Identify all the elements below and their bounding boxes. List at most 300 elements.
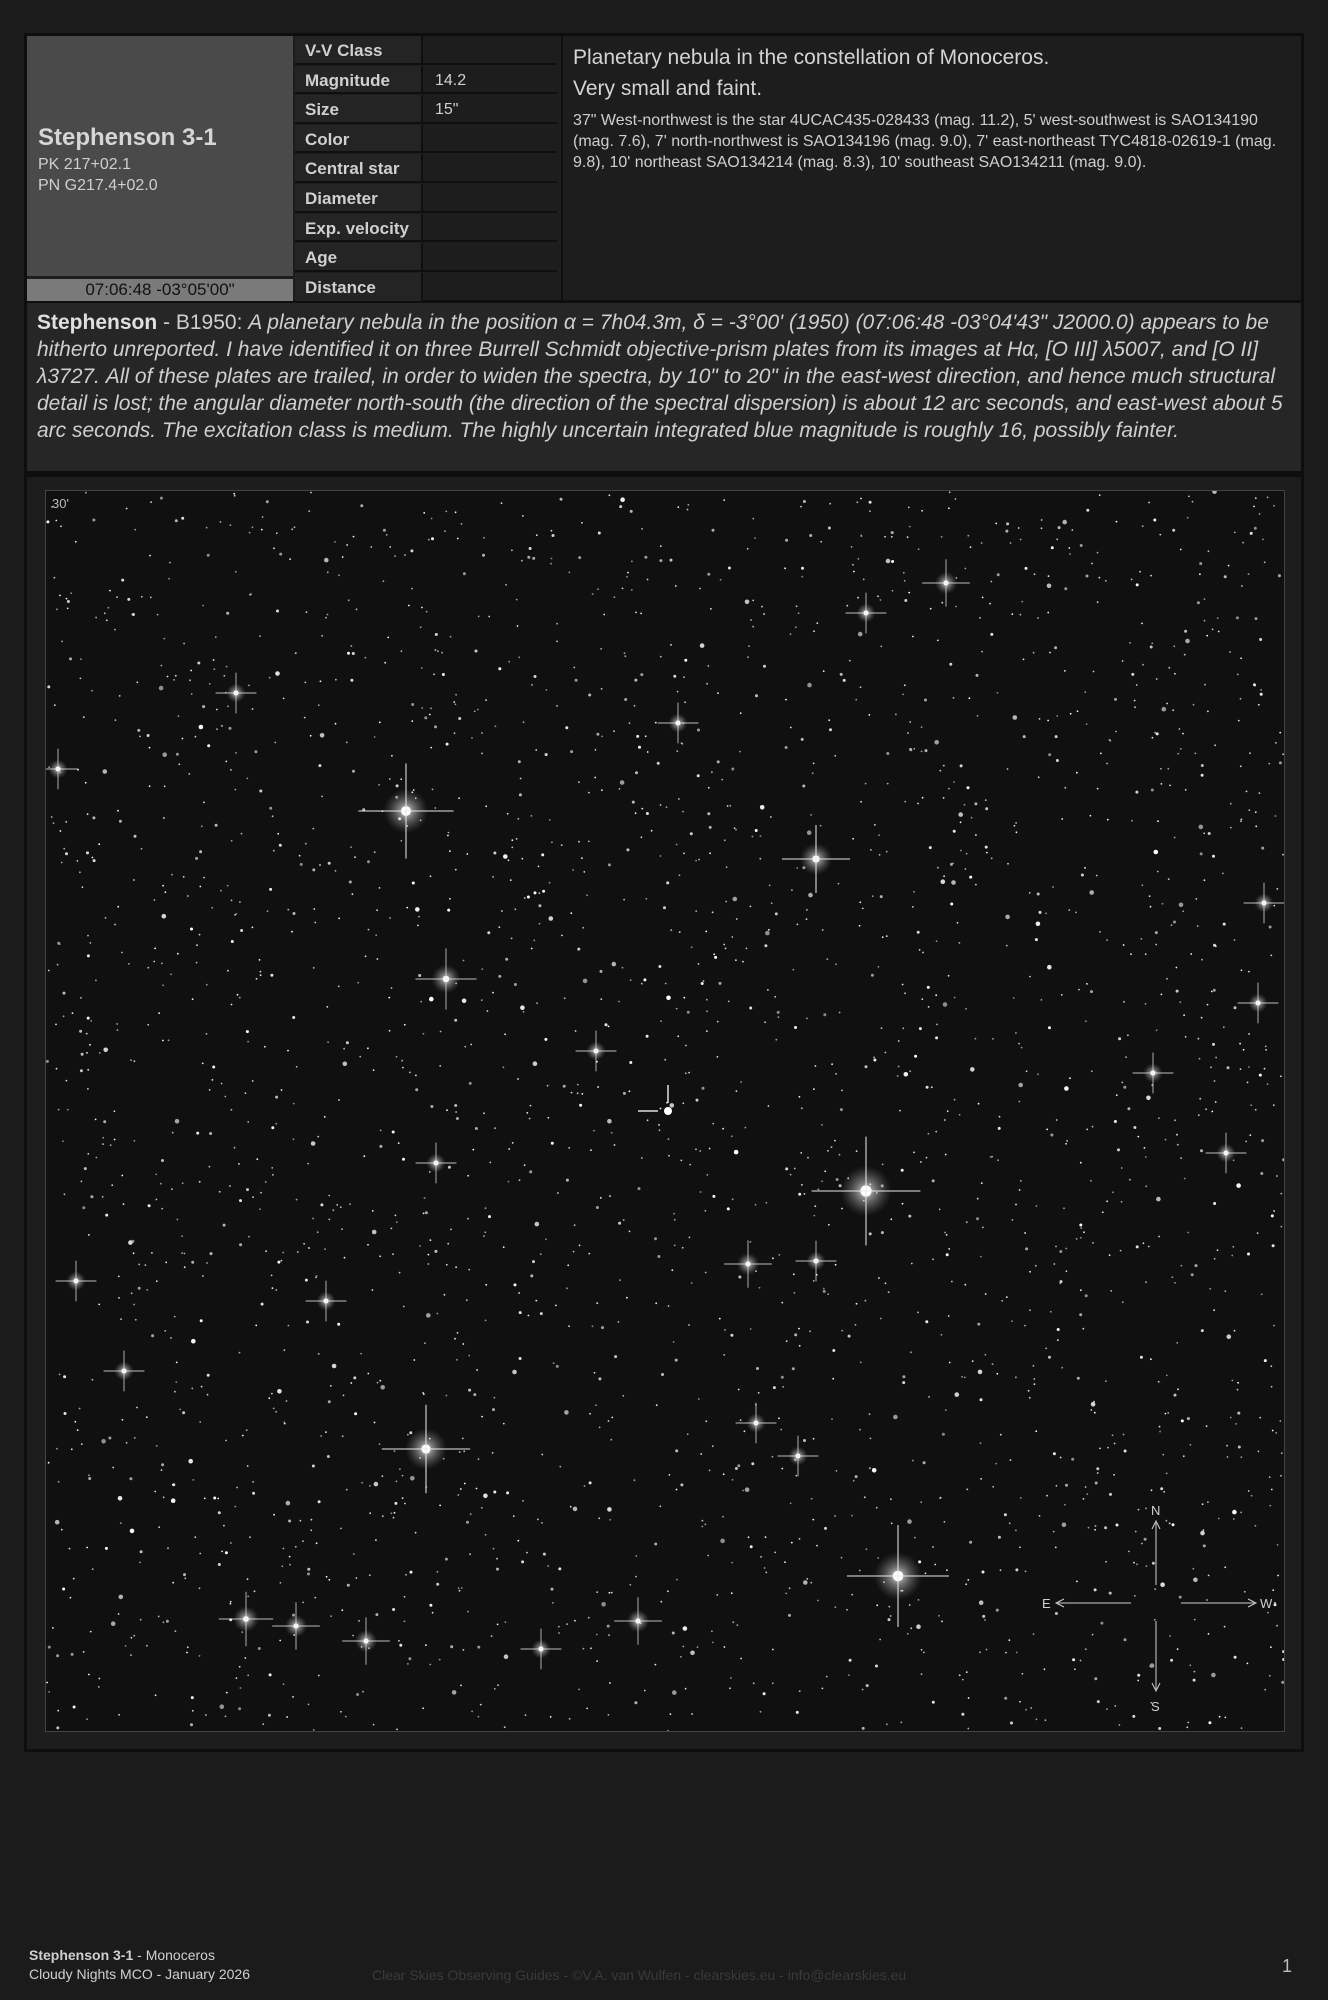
star <box>643 978 646 981</box>
star <box>483 1494 488 1499</box>
star <box>1204 879 1206 881</box>
star <box>820 541 822 543</box>
star <box>240 929 243 932</box>
star <box>1240 1068 1242 1070</box>
star <box>186 1652 188 1654</box>
star <box>886 752 889 755</box>
star <box>466 853 468 855</box>
star <box>936 1024 938 1026</box>
star <box>1136 583 1139 586</box>
star <box>286 1501 291 1506</box>
star <box>660 804 662 806</box>
star <box>1064 1504 1066 1506</box>
star <box>1015 822 1017 824</box>
star <box>1056 538 1058 540</box>
star <box>471 1711 473 1713</box>
star <box>1133 1562 1135 1564</box>
star <box>224 1096 226 1098</box>
star <box>307 1163 309 1165</box>
star <box>1205 1108 1207 1110</box>
star <box>985 799 987 801</box>
star <box>1214 1258 1216 1260</box>
star <box>456 1359 458 1361</box>
star <box>137 729 140 732</box>
star <box>1282 753 1284 755</box>
star <box>619 1279 621 1281</box>
star <box>64 1193 66 1195</box>
star <box>446 1264 448 1266</box>
star <box>338 1099 340 1101</box>
star <box>1249 752 1251 754</box>
star <box>265 1181 267 1183</box>
star <box>508 1181 510 1183</box>
star <box>732 1621 734 1623</box>
star <box>1023 735 1026 738</box>
star <box>87 1088 89 1090</box>
star <box>583 1648 585 1650</box>
star <box>429 997 434 1002</box>
star <box>456 1117 459 1120</box>
star <box>80 678 82 680</box>
star <box>302 1602 304 1604</box>
star <box>85 492 87 494</box>
star <box>1123 1086 1126 1089</box>
star <box>453 701 455 703</box>
star <box>659 1129 661 1131</box>
star <box>374 1482 379 1487</box>
star <box>191 1696 194 1699</box>
star <box>369 1512 371 1514</box>
star <box>1146 1096 1151 1101</box>
star <box>130 1059 132 1061</box>
star <box>347 1584 350 1587</box>
star <box>1063 1207 1065 1209</box>
star <box>832 1378 834 1380</box>
star <box>209 1132 212 1135</box>
star <box>813 1215 815 1217</box>
star <box>99 1678 101 1680</box>
star <box>634 1701 637 1704</box>
star <box>611 1132 613 1134</box>
star <box>259 790 262 793</box>
star <box>1211 1111 1213 1113</box>
star <box>848 1335 851 1338</box>
star <box>167 1547 169 1549</box>
star <box>1246 791 1248 793</box>
star <box>1215 1057 1217 1059</box>
star <box>174 1316 176 1318</box>
star <box>151 1334 154 1337</box>
star <box>657 1255 660 1258</box>
star <box>431 518 433 520</box>
star <box>677 1035 679 1037</box>
star <box>310 492 312 494</box>
star <box>58 1109 60 1111</box>
star <box>1180 549 1182 551</box>
page-number: 1 <box>1282 1956 1293 1976</box>
star <box>1083 1231 1085 1233</box>
star <box>470 1044 472 1046</box>
star <box>1133 1126 1136 1129</box>
star <box>73 1706 76 1709</box>
star <box>335 679 337 681</box>
star <box>1249 1134 1251 1136</box>
star <box>1029 892 1031 894</box>
star <box>1186 1726 1188 1728</box>
star <box>204 1498 206 1500</box>
star <box>240 1687 242 1689</box>
star <box>559 1466 561 1468</box>
star <box>352 1635 354 1637</box>
star <box>765 931 770 936</box>
star <box>464 1483 466 1485</box>
star <box>88 1477 91 1480</box>
star <box>268 1397 270 1399</box>
star <box>116 596 118 598</box>
star <box>764 1567 766 1569</box>
star <box>504 1654 509 1659</box>
star <box>1202 1503 1204 1505</box>
star <box>448 832 450 834</box>
star <box>442 673 445 676</box>
star <box>320 733 325 738</box>
star <box>1039 718 1041 720</box>
star <box>790 1174 792 1176</box>
star <box>351 645 353 647</box>
star <box>468 1269 470 1271</box>
star <box>1105 1561 1107 1563</box>
star <box>283 698 285 700</box>
star <box>445 1558 448 1561</box>
star <box>133 879 135 881</box>
star <box>1135 1531 1137 1533</box>
star <box>772 1456 774 1458</box>
star <box>856 501 858 503</box>
star <box>869 501 872 504</box>
star <box>950 903 953 906</box>
star <box>1134 706 1136 708</box>
star <box>1163 1491 1165 1493</box>
star <box>728 1001 730 1003</box>
star <box>742 961 744 963</box>
star <box>65 852 68 855</box>
star <box>150 597 152 599</box>
star <box>247 1465 249 1467</box>
star <box>798 1193 801 1196</box>
star <box>909 1604 911 1606</box>
star <box>700 1191 702 1193</box>
star <box>524 1164 526 1166</box>
star <box>778 1254 780 1256</box>
star <box>485 1284 487 1286</box>
star <box>1113 1474 1115 1476</box>
star <box>370 546 372 548</box>
star <box>1025 1709 1027 1711</box>
star <box>162 914 167 919</box>
star <box>136 1407 138 1409</box>
star <box>407 1663 409 1665</box>
star <box>168 1039 170 1041</box>
star <box>899 1110 901 1112</box>
star <box>230 1542 232 1544</box>
star <box>744 1430 746 1432</box>
star <box>234 1506 236 1508</box>
star <box>353 1553 355 1555</box>
star <box>560 498 563 501</box>
star <box>1079 1313 1082 1316</box>
star <box>874 824 876 826</box>
star <box>823 1290 826 1293</box>
star <box>207 554 210 557</box>
star <box>1159 534 1161 536</box>
star <box>365 657 367 659</box>
star <box>1061 818 1063 820</box>
star <box>455 694 457 696</box>
star <box>1061 1367 1063 1369</box>
star <box>270 974 273 977</box>
star <box>320 680 322 682</box>
star <box>1159 1426 1161 1428</box>
star <box>271 1393 273 1395</box>
star <box>141 848 143 850</box>
star <box>944 1232 946 1234</box>
star <box>312 1465 315 1468</box>
star <box>948 788 950 790</box>
star <box>934 740 939 745</box>
star <box>570 1506 572 1508</box>
star <box>279 844 282 847</box>
star <box>1022 1673 1024 1675</box>
star <box>902 694 904 696</box>
star <box>441 652 443 654</box>
star <box>829 503 831 505</box>
star <box>981 1182 983 1184</box>
star <box>1131 673 1134 676</box>
star <box>493 1491 496 1494</box>
star <box>561 935 563 937</box>
star <box>293 1138 295 1140</box>
star <box>1008 1639 1010 1641</box>
star <box>918 1560 921 1563</box>
star <box>555 1305 557 1307</box>
star <box>940 1497 942 1499</box>
star <box>410 1571 413 1574</box>
star <box>415 907 420 912</box>
star <box>1030 1707 1032 1709</box>
star <box>1259 1074 1262 1077</box>
star <box>226 1692 228 1694</box>
star <box>519 1357 522 1360</box>
star <box>629 1061 632 1064</box>
star <box>188 773 190 775</box>
star <box>1033 652 1035 654</box>
star <box>877 595 879 597</box>
star <box>1016 831 1018 833</box>
star <box>354 1412 357 1415</box>
star <box>372 1230 377 1235</box>
star <box>183 876 185 878</box>
star <box>1213 1202 1216 1205</box>
star <box>161 1469 163 1471</box>
star <box>221 725 223 727</box>
star <box>954 997 956 999</box>
star <box>59 943 61 945</box>
star <box>667 1590 669 1592</box>
star <box>792 1367 795 1370</box>
star <box>760 1711 762 1713</box>
star <box>400 840 402 842</box>
star <box>483 1112 485 1114</box>
star <box>635 1555 637 1557</box>
star <box>274 742 276 744</box>
star <box>1024 1232 1026 1234</box>
star <box>514 908 516 910</box>
star <box>1011 1320 1013 1322</box>
star <box>313 908 315 910</box>
star <box>967 786 970 789</box>
star <box>1156 1029 1158 1031</box>
star <box>258 1647 261 1650</box>
star <box>1240 765 1242 767</box>
star <box>327 1041 329 1043</box>
star <box>764 1021 766 1023</box>
star <box>675 1449 678 1452</box>
star <box>458 717 461 720</box>
star <box>201 825 203 827</box>
star <box>223 1525 225 1527</box>
star <box>175 1630 177 1632</box>
star <box>178 715 180 717</box>
star <box>1106 1200 1108 1202</box>
star <box>1099 577 1101 579</box>
star <box>275 671 280 676</box>
star <box>807 1157 809 1159</box>
star <box>752 626 754 628</box>
star <box>1259 638 1262 641</box>
star <box>1136 684 1138 686</box>
star <box>1174 1119 1176 1121</box>
star <box>907 1633 909 1635</box>
star <box>668 1138 670 1140</box>
star <box>1119 1724 1121 1726</box>
star <box>320 1203 323 1206</box>
star <box>430 1105 433 1108</box>
star <box>1195 898 1197 900</box>
star <box>1269 1505 1271 1507</box>
star <box>134 1060 136 1062</box>
star <box>785 1593 787 1595</box>
star <box>1206 1599 1208 1601</box>
star <box>1259 513 1261 515</box>
star <box>668 1305 670 1307</box>
star <box>1090 1409 1092 1411</box>
star <box>1020 1497 1022 1499</box>
star <box>654 1237 657 1240</box>
star <box>1069 553 1071 555</box>
star <box>748 1536 750 1538</box>
star <box>890 1615 892 1617</box>
star <box>533 940 535 942</box>
star <box>1162 707 1167 712</box>
star <box>740 1419 742 1421</box>
star <box>541 853 544 856</box>
star <box>246 1188 249 1191</box>
star <box>56 608 58 610</box>
star <box>685 1072 687 1074</box>
star <box>573 1507 578 1512</box>
star <box>939 770 941 772</box>
star <box>808 893 813 898</box>
star <box>235 752 237 754</box>
star <box>1280 1226 1282 1228</box>
star <box>801 1184 803 1186</box>
star <box>1109 739 1111 741</box>
star <box>666 806 668 808</box>
star <box>750 1241 752 1243</box>
star <box>1194 1619 1196 1621</box>
star <box>205 1714 207 1716</box>
star <box>1208 832 1211 835</box>
star <box>892 590 894 592</box>
star <box>711 771 713 773</box>
star <box>508 1148 510 1150</box>
star <box>1276 888 1278 890</box>
star <box>1034 573 1036 575</box>
star <box>348 599 350 601</box>
star <box>698 859 700 861</box>
star <box>841 1330 843 1332</box>
star <box>361 1482 363 1484</box>
star <box>191 693 193 695</box>
star <box>659 559 662 562</box>
star <box>592 1325 594 1327</box>
star <box>190 670 192 672</box>
star <box>547 1085 549 1087</box>
star <box>1168 878 1170 880</box>
star <box>608 1634 610 1636</box>
star <box>449 850 451 852</box>
star <box>116 1023 118 1025</box>
star <box>244 1657 246 1659</box>
star <box>1282 854 1284 856</box>
star <box>774 996 776 998</box>
star <box>404 1596 406 1598</box>
star <box>880 599 882 601</box>
star <box>434 725 437 728</box>
star <box>328 1579 330 1581</box>
star <box>522 515 524 517</box>
star <box>1012 1219 1014 1221</box>
star <box>176 1362 178 1364</box>
star <box>976 1217 979 1220</box>
star <box>1155 944 1157 946</box>
star <box>1089 890 1094 895</box>
star <box>326 1006 328 1008</box>
star <box>1048 1026 1051 1029</box>
star <box>69 1548 71 1550</box>
star <box>307 1573 310 1576</box>
star <box>1033 1365 1035 1367</box>
star <box>73 1578 75 1580</box>
star <box>657 762 660 765</box>
star <box>813 1088 815 1090</box>
prop-value <box>423 154 557 181</box>
star <box>230 524 232 526</box>
star <box>817 1189 819 1191</box>
star <box>903 572 905 574</box>
star <box>430 1239 432 1241</box>
star <box>121 579 124 582</box>
